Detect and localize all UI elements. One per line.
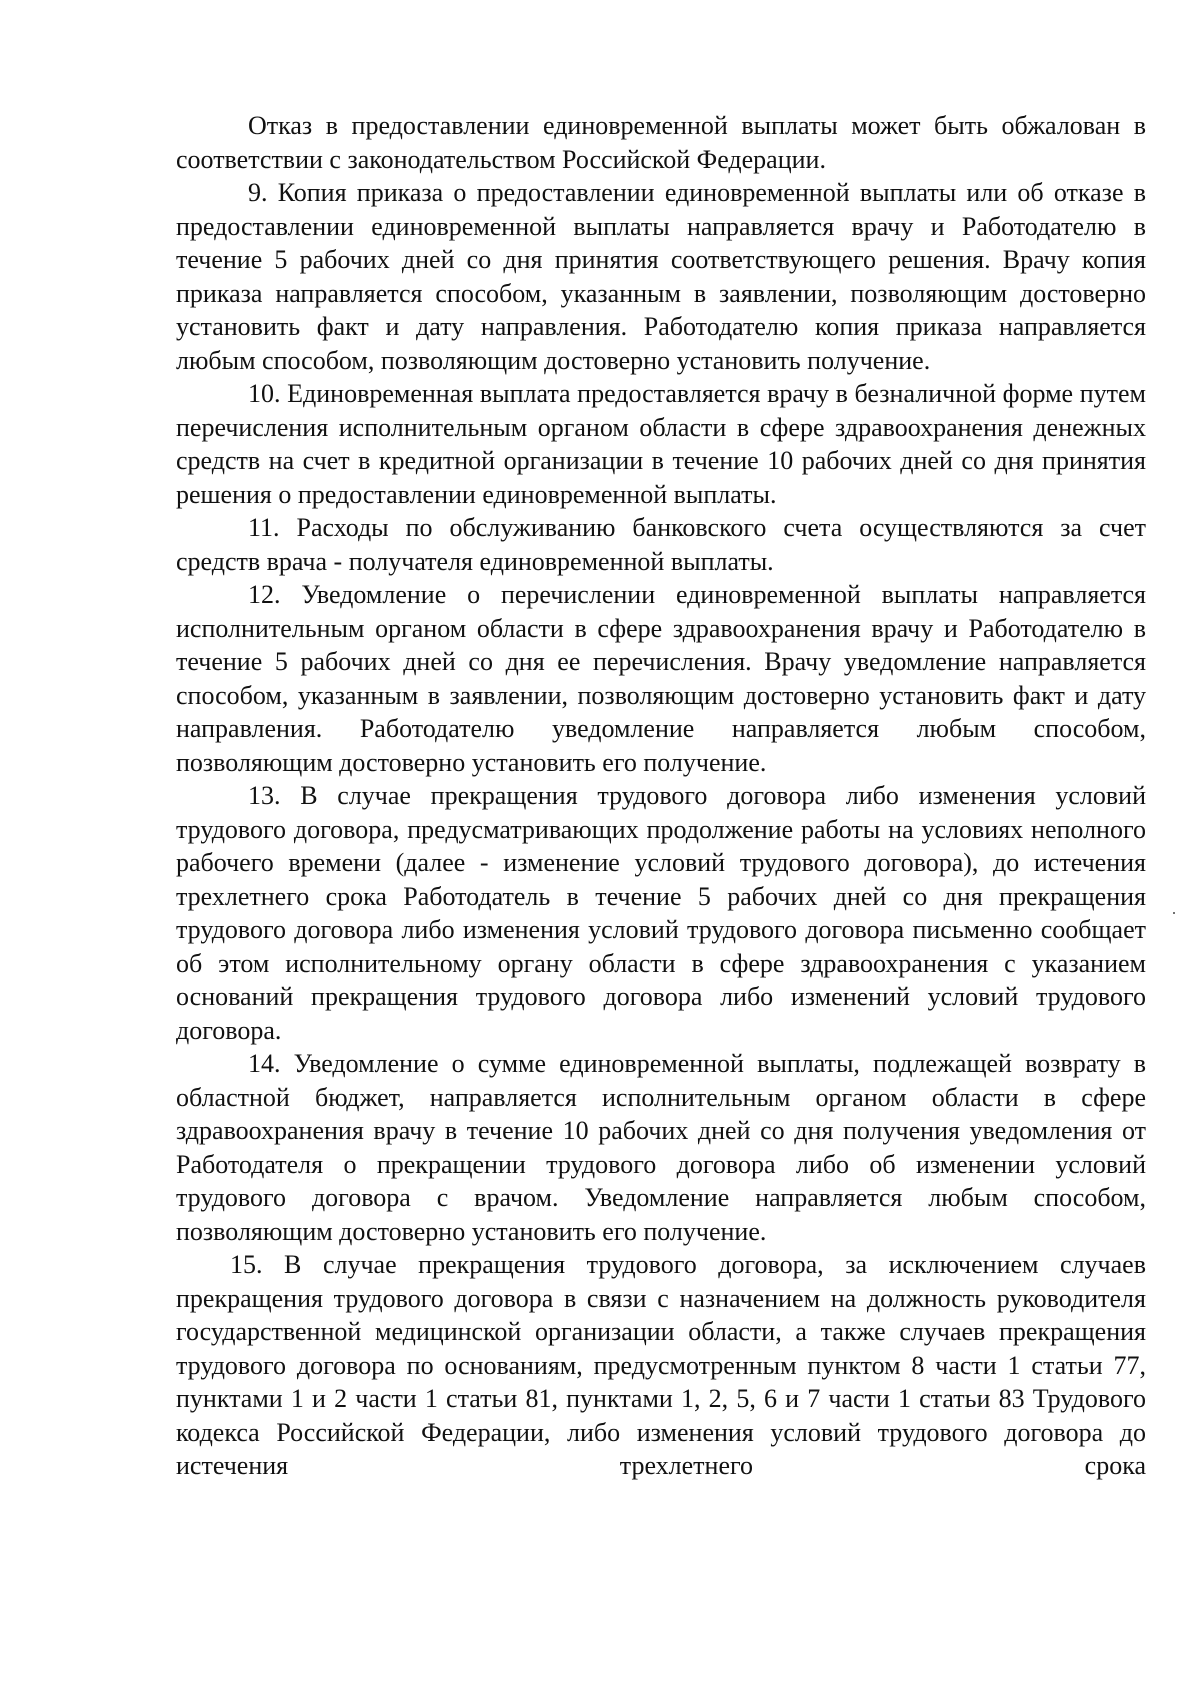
paragraph-appeal: Отказ в предоставлении единовременной выплаты может быть обжалован в соответствии с законодательством Российской Федерации. <box>176 111 1146 174</box>
paragraph-13: 13. В случае прекращения трудового договора либо изменения условий трудового договора, предусматривающих продолжение работы на условиях неполного рабочего времени (далее - изменение условий трудового договора), до истечения трехлетнего срока Работодатель в течение 5 рабочих дней со дня прекращения трудового договора либо изменения условий трудового договора письменно сообщает об этом исполнительному органу области в сфере здравоохранения с указанием оснований прекращения трудового договора либо изменений условий трудового договора. <box>176 781 1146 1045</box>
paragraph-9: 9. Копия приказа о предоставлении единовременной выплаты или об отказе в предоставлении единовременной выплаты направляется врачу и Работодателю в течение 5 рабочих дней со дня принятия соответствующего решения. Врачу копия приказа направляется способом, указанным в заявлении, позволяющим достоверно установить факт и дату направления. Работодателю копия приказа направляется любым способом, позволяющим достоверно установить получение. <box>176 178 1146 375</box>
document-page <box>176 109 1146 1483</box>
paragraph-10: 10. Единовременная выплата предоставляется врачу в безналичной форме путем перечисления исполнительным органом области в сфере здравоохранения денежных средств на счет в кредитной организации в течение 10 рабочих дней со дня принятия решения о предоставлении единовременной выплаты. <box>176 379 1146 509</box>
paragraph-15: 15. В случае прекращения трудового договора, за исключением случаев прекращения трудового договора в связи с назначением на должность руководителя государственной медицинской организации области, а также случаев прекращения трудового договора по основаниям, предусмотренным пунктом 8 части 1 статьи 77, пунктами 1 и 2 части 1 статьи 81, пунктами 1, 2, 5, 6 и 7 части 1 статьи 83 Трудового кодекса Российской Федерации, либо изменения условий трудового договора до истечения трехлетнего срока <box>176 1250 1146 1480</box>
paragraph-12: 12. Уведомление о перечислении единовременной выплаты направляется исполнительным органом области в сфере здравоохранения врачу и Работодателю в течение 5 рабочих дней со дня ее перечисления. Врачу уведомление направляется способом, указанным в заявлении, позволяющим достоверно установить факт и дату направления. Работодателю уведомление направляется любым способом, позволяющим достоверно установить его получение. <box>176 580 1146 777</box>
scan-dot-mark <box>1173 912 1175 914</box>
paragraph-14: 14. Уведомление о сумме единовременной выплаты, подлежащей возврату в областной бюджет, направляется исполнительным органом области в сфере здравоохранения врачу в течение 10 рабочих дней со дня получения уведомления от Работодателя о прекращении трудового договора либо об изменении условий трудового договора с врачом. Уведомление направляется любым способом, позволяющим достоверно установить его получение. <box>176 1049 1146 1246</box>
paragraph-11: 11. Расходы по обслуживанию банковского счета осуществляются за счет средств врача - получателя единовременной выплаты. <box>176 513 1146 576</box>
